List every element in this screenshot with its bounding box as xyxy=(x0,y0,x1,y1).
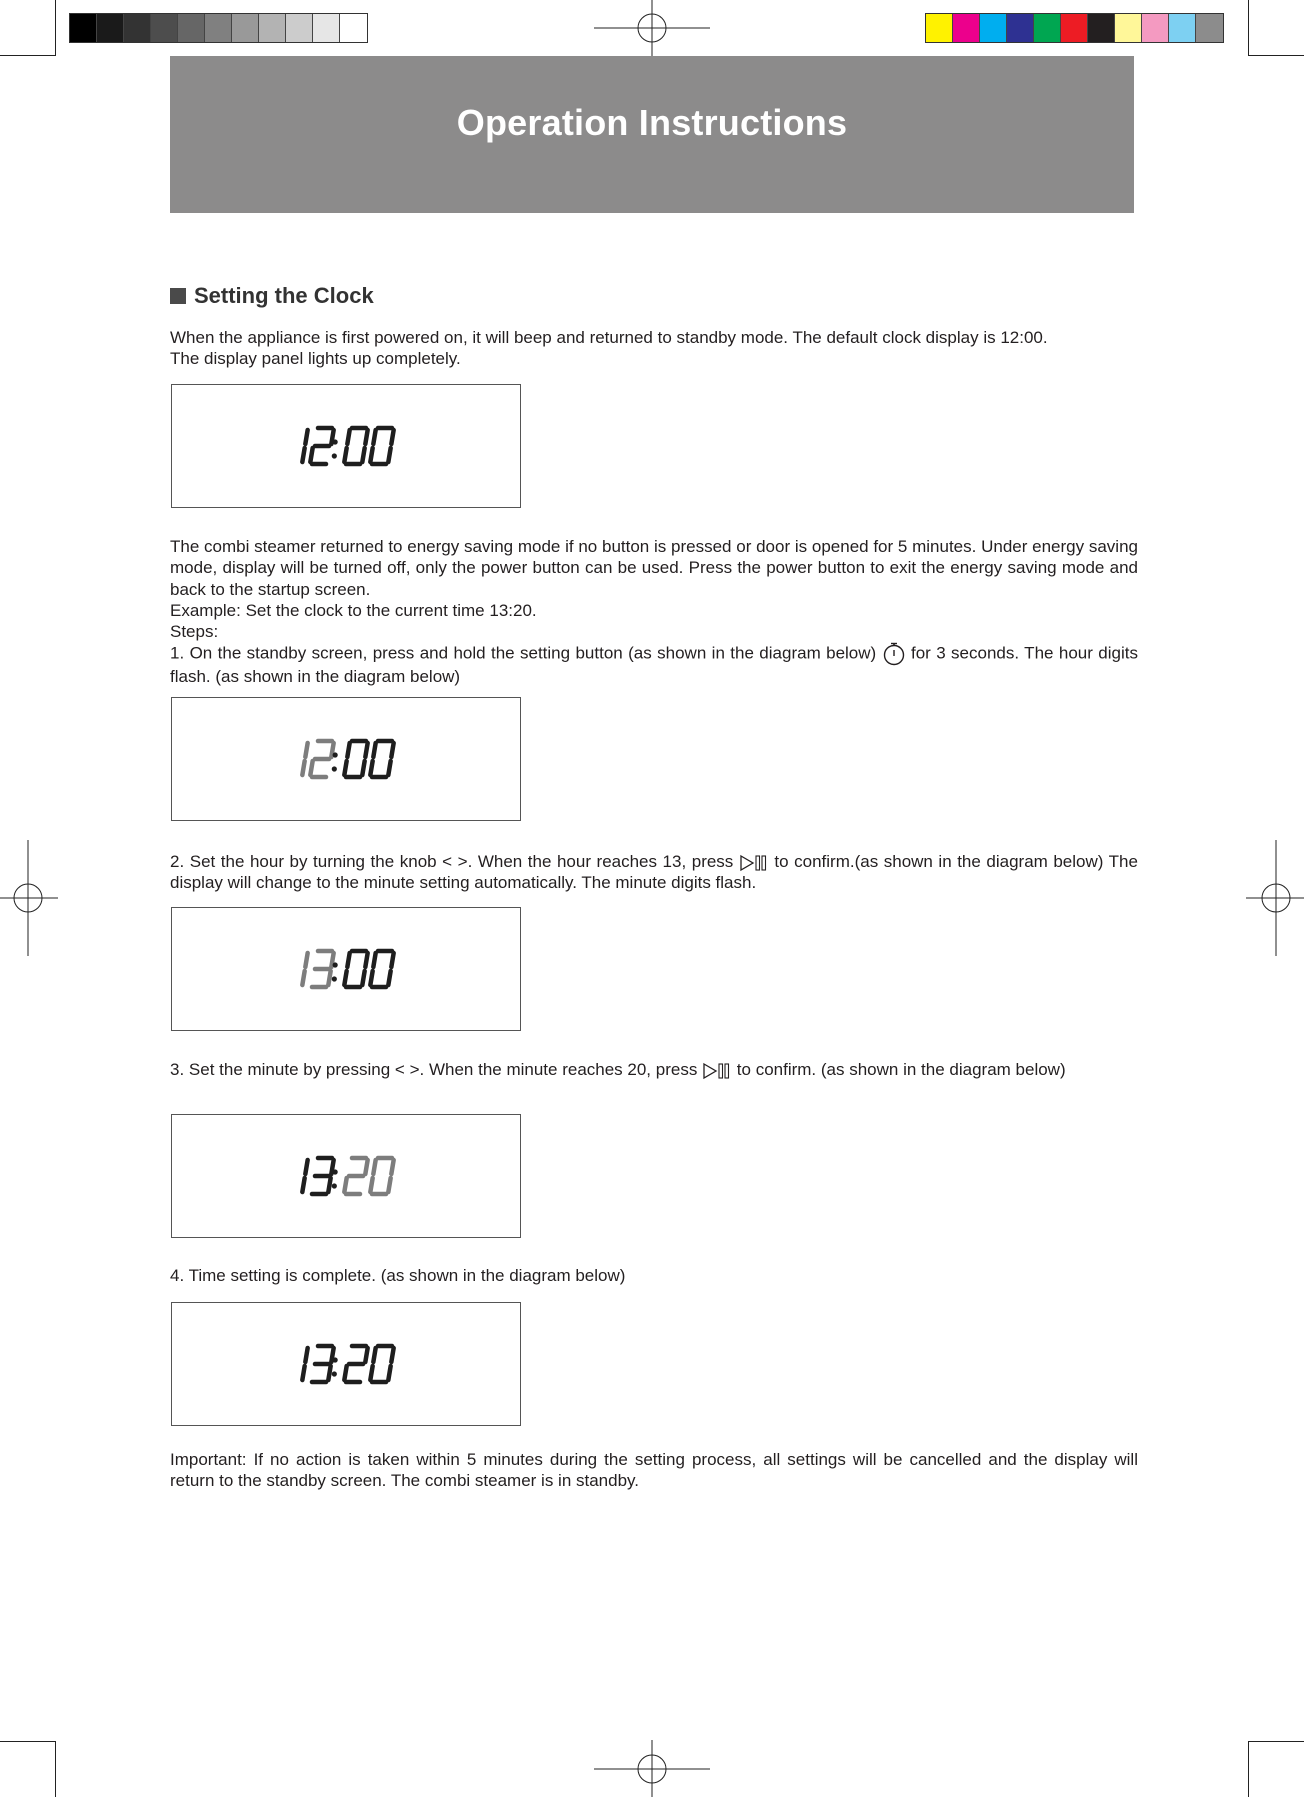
lcd-segment xyxy=(391,1160,393,1174)
lcd-digit xyxy=(344,951,367,987)
lcd-colon-dot xyxy=(333,962,338,967)
lcd-segment xyxy=(302,448,304,462)
lcd-segment xyxy=(310,448,312,462)
lcd-digit xyxy=(370,1346,393,1382)
lcd-segment xyxy=(305,430,307,444)
lcd-segment xyxy=(347,743,349,757)
intro-line: The display panel lights up completely. xyxy=(170,349,461,369)
lcd-colon-dot xyxy=(332,1183,337,1188)
registration-target-right xyxy=(1246,840,1304,956)
lcd-segment xyxy=(388,448,390,462)
process-color-bar xyxy=(925,13,1224,43)
lcd-digit xyxy=(302,1348,307,1380)
page-title: Operation Instructions xyxy=(456,102,848,143)
lcd-digit xyxy=(302,953,307,985)
lcd-segment xyxy=(305,1348,307,1362)
registration-target-top xyxy=(594,0,710,58)
color-swatch xyxy=(70,14,97,42)
lcd-digits xyxy=(282,425,402,477)
lcd-digit xyxy=(344,428,367,464)
lcd-colon-dot xyxy=(332,766,337,771)
timer-icon xyxy=(882,642,906,666)
lcd-segment xyxy=(328,1366,330,1380)
lcd-digit xyxy=(344,1346,367,1382)
step-3-text-c: to confirm. (as shown in the diagram below) xyxy=(736,1060,1066,1079)
minute-arrows: < > xyxy=(394,1060,420,1079)
lcd-segment xyxy=(344,448,346,462)
lcd-segment xyxy=(373,430,375,444)
lcd-digit xyxy=(310,428,333,464)
color-swatch xyxy=(286,14,313,42)
lcd-segment xyxy=(370,761,372,775)
lcd-segment xyxy=(302,761,304,775)
color-swatch xyxy=(1034,14,1061,42)
lcd-segment xyxy=(302,971,304,985)
lcd-segment xyxy=(362,761,364,775)
color-swatch xyxy=(1061,14,1088,42)
lcd-digit xyxy=(302,743,307,775)
color-swatch xyxy=(1088,14,1115,42)
lcd-digit xyxy=(370,1158,393,1194)
lcd-segment xyxy=(391,953,393,967)
lcd-digits xyxy=(282,948,402,1000)
lcd-digit xyxy=(310,741,333,777)
lcd-segment xyxy=(391,430,393,444)
crop-mark xyxy=(1248,55,1304,56)
lcd-segment xyxy=(365,1348,367,1362)
crop-mark xyxy=(1248,0,1249,56)
lcd-digits xyxy=(282,738,402,790)
lcd-digits xyxy=(282,1343,402,1395)
lcd-segment xyxy=(365,1160,367,1174)
color-swatch xyxy=(980,14,1007,42)
lcd-segment xyxy=(370,1366,372,1380)
lcd-colon-dot xyxy=(332,976,337,981)
lcd-digit xyxy=(312,1158,334,1194)
color-swatch xyxy=(1007,14,1034,42)
crop-mark xyxy=(1248,1741,1249,1797)
color-swatch xyxy=(1115,14,1142,42)
lcd-segment xyxy=(370,448,372,462)
color-swatch xyxy=(97,14,124,42)
clock-display-panel xyxy=(171,1302,521,1426)
start-pause-icon xyxy=(702,1062,732,1080)
lcd-segment xyxy=(388,1178,390,1192)
lcd-segment xyxy=(344,761,346,775)
color-swatch xyxy=(340,14,367,42)
clock-display-panel xyxy=(171,907,521,1031)
lcd-digit xyxy=(370,951,393,987)
section-heading xyxy=(170,283,374,309)
intro-paragraph xyxy=(170,327,1138,370)
lcd-segment xyxy=(391,743,393,757)
step-3-text-b: . When the minute reaches 20, press xyxy=(419,1060,698,1079)
color-swatch xyxy=(232,14,259,42)
color-swatch xyxy=(926,14,953,42)
lcd-segment xyxy=(347,953,349,967)
lcd-segment xyxy=(305,953,307,967)
lcd-segment xyxy=(302,1366,304,1380)
lcd-colon-dot xyxy=(333,1357,338,1362)
lcd-segment xyxy=(370,971,372,985)
lcd-colon-dot xyxy=(332,453,337,458)
header-banner xyxy=(170,56,1134,213)
example-line: Example: Set the clock to the current time 13:20. xyxy=(170,600,537,620)
lcd-segment xyxy=(305,743,307,757)
color-swatch xyxy=(313,14,340,42)
lcd-segment xyxy=(388,971,390,985)
lcd-segment xyxy=(370,1178,372,1192)
step-1 xyxy=(170,642,1138,687)
important-note xyxy=(170,1449,1138,1492)
crop-mark xyxy=(0,1741,56,1742)
step-2-text-c: to confirm.(as shown in the diagram below) The display will change to the minute setting automatically. The minute digits flash. xyxy=(170,852,1138,893)
clock-display-panel xyxy=(171,697,521,821)
color-swatch xyxy=(1196,14,1223,42)
steps-label: Steps: xyxy=(170,622,219,642)
color-swatch xyxy=(259,14,286,42)
lcd-digit xyxy=(312,1346,334,1382)
energy-saving-note: The combi steamer returned to energy saving mode if no button is pressed or door is opened for 5 minutes. Under energy saving mode, display will be turned off, only the power button can be used. Press the power button to exit the energy saving mode and back to the startup screen. xyxy=(170,537,1138,599)
lcd-digit xyxy=(344,1158,367,1194)
clock-display-panel xyxy=(171,384,521,508)
crop-mark xyxy=(0,55,56,56)
lcd-segment xyxy=(365,743,367,757)
intro-line: When the appliance is first powered on, it will beep and returned to standby mode. The default clock display is 12:00. xyxy=(170,328,1048,347)
lcd-segment xyxy=(328,1178,330,1192)
lcd-segment xyxy=(391,1348,393,1362)
lcd-digit xyxy=(312,951,334,987)
lcd-segment xyxy=(365,430,367,444)
instructions-block xyxy=(170,536,1138,688)
start-pause-icon xyxy=(739,854,769,872)
lcd-digit xyxy=(370,741,393,777)
lcd-segment xyxy=(310,761,312,775)
step-2 xyxy=(170,851,1138,894)
color-swatch xyxy=(953,14,980,42)
registration-target-bottom xyxy=(594,1740,710,1797)
step-3-text-a: 3. Set the minute by pressing xyxy=(170,1060,391,1079)
clock-display-panel xyxy=(171,1114,521,1238)
lcd-segment xyxy=(344,1366,346,1380)
lcd-segment xyxy=(305,1160,307,1174)
crop-mark xyxy=(1248,1741,1304,1742)
color-swatch xyxy=(1169,14,1196,42)
crop-mark xyxy=(55,1741,56,1797)
lcd-digit xyxy=(302,1160,307,1192)
lcd-segment xyxy=(373,1160,375,1174)
lcd-segment xyxy=(373,743,375,757)
registration-target-left xyxy=(0,840,58,956)
color-swatch xyxy=(205,14,232,42)
important-text: Important: If no action is taken within 5 minutes during the setting process, all settings will be cancelled and the display will return to the standby screen. The combi steamer is in standby. xyxy=(170,1450,1138,1491)
color-swatch xyxy=(1142,14,1169,42)
lcd-segment xyxy=(373,1348,375,1362)
lcd-segment xyxy=(328,971,330,985)
lcd-colon-dot xyxy=(332,1371,337,1376)
step-3 xyxy=(170,1059,1138,1080)
step-4 xyxy=(170,1265,1138,1286)
lcd-segment xyxy=(302,1178,304,1192)
lcd-colon-dot xyxy=(333,752,338,757)
step-2-text-a: 2. Set the hour by turning the knob xyxy=(170,852,437,871)
color-swatch xyxy=(124,14,151,42)
color-swatch xyxy=(151,14,178,42)
color-swatch xyxy=(178,14,205,42)
lcd-colon-dot xyxy=(333,1169,338,1174)
lcd-digit xyxy=(370,428,393,464)
grayscale-color-bar xyxy=(69,13,368,43)
knob-arrows: < > xyxy=(442,852,468,871)
lcd-segment xyxy=(388,761,390,775)
lcd-segment xyxy=(373,953,375,967)
lcd-segment xyxy=(388,1366,390,1380)
step-2-text-b: . When the hour reaches 13, press xyxy=(467,852,734,871)
step-1-text-a: 1. On the standby screen, press and hold the setting button (as shown in the diagram below) xyxy=(170,643,877,663)
step-1-text-b: for 3 seconds. The hour digits flash. (as shown in the diagram below) xyxy=(170,643,1138,687)
lcd-segment xyxy=(347,430,349,444)
lcd-segment xyxy=(344,1178,346,1192)
crop-mark xyxy=(55,0,56,56)
lcd-segment xyxy=(344,971,346,985)
lcd-digit xyxy=(302,430,307,462)
lcd-segment xyxy=(362,971,364,985)
square-bullet-icon xyxy=(170,288,186,304)
lcd-segment xyxy=(365,953,367,967)
lcd-colon-dot xyxy=(333,439,338,444)
lcd-segment xyxy=(362,448,364,462)
step-4-text: 4. Time setting is complete. (as shown in the diagram below) xyxy=(170,1266,626,1285)
lcd-digit xyxy=(344,741,367,777)
lcd-digits xyxy=(282,1155,402,1207)
section-heading-text: Setting the Clock xyxy=(194,283,374,308)
